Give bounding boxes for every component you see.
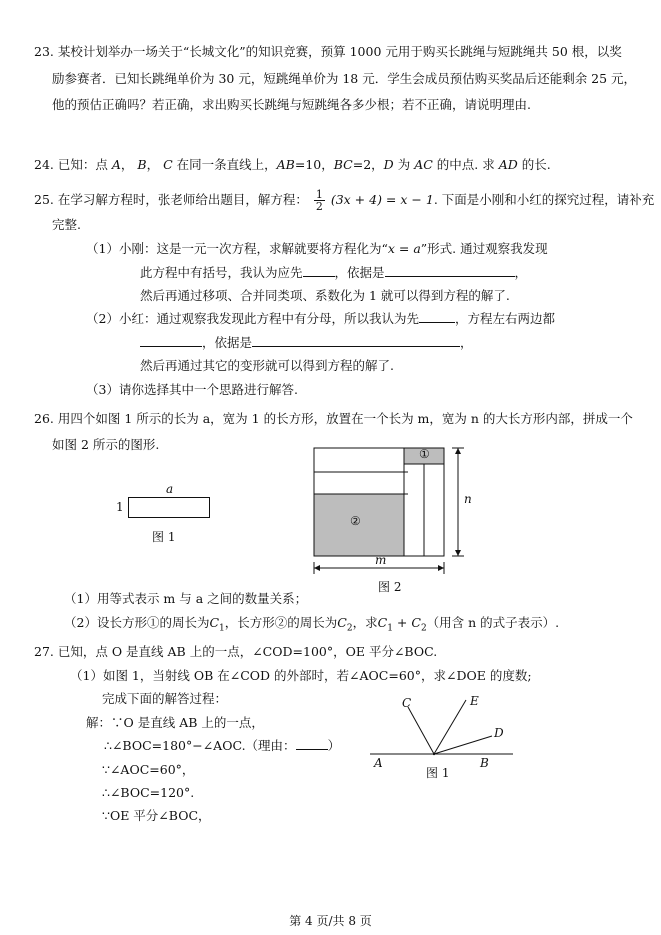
q26-line1: 26. 用四个如图 1 所示的长为 a，宽为 1 的长方形，放置在一个长为 m，宽为 n 的大长方形内部，拼成一个: [34, 411, 633, 426]
q25-p2-line1: （2）小红：通过观察我发现此方程中有分母，所以我认为先 ，方程左右两边都: [86, 311, 555, 326]
page-footer: 第 4 页/共 8 页: [289, 914, 372, 928]
q25-p1-line1: （1）小刚：这是一元一次方程，求解就要将方程化为“x = a”形式. 通过观察我发现: [86, 241, 548, 256]
q23-line1: 23. 某校计划举办一场关于“长城文化”的知识竞赛，预算 1000 元用于购买长跳绳与短跳绳共 50 根，以奖: [34, 44, 622, 59]
fig1-caption: 图 1: [152, 530, 176, 544]
q27-step4: ∴∠BOC=120°.: [102, 785, 195, 800]
q26-sub2: （2）设长方形①的周长为$C_1$，长方形②的周长为$C_2$，求$C_1 + C_2$（用含 n 的式子表示）.: [64, 615, 560, 634]
q25-p1-line2: 此方程中有括号，我认为应先 ，依据是 ，: [140, 265, 528, 280]
answer-blank[interactable]: [140, 334, 202, 347]
fig2-label-circle-1: ①: [419, 447, 430, 461]
answer-blank[interactable]: [252, 334, 460, 347]
q27-step5: ∵OE 平分∠BOC，: [102, 808, 211, 823]
answer-blank[interactable]: [385, 264, 515, 277]
q25-p2-line2: ，依据是 ，: [140, 334, 473, 352]
q27-complete: 完成下面的解答过程：: [102, 691, 228, 706]
q27-label-C: C: [402, 696, 412, 710]
q25-line2: 完整.: [52, 217, 81, 232]
fig2-caption: 图 2: [378, 580, 402, 594]
q27-step2: ∴∠BOC=180°−∠AOC.（理由： ）: [104, 738, 341, 753]
q26-sub1: （1）用等式表示 m 与 a 之间的数量关系；: [64, 591, 308, 606]
q27-label-E: E: [470, 694, 479, 708]
q27-label-D: D: [494, 726, 504, 740]
q27-label-A: A: [374, 756, 383, 770]
fig2-label-m: m: [375, 553, 387, 567]
q27-sub1: （1）如图 1，当射线 OB 在∠COD 的外部时，若∠AOC=60°，求∠DOE 的度数;: [70, 668, 532, 683]
q27-label-B: B: [480, 756, 489, 770]
q27-line1: 27. 已知，点 O 是直线 AB 上的一点，∠COD=100°，OE 平分∠BOC.: [34, 644, 438, 659]
q23-line3: 他的预估正确吗？若正确，求出购买长跳绳与短跳绳各多少根；若不正确，请说明理由.: [52, 97, 531, 112]
q25-p2-line3: 然后再通过其它的变形就可以得到方程的解了.: [140, 358, 394, 373]
fig2-diagram: [300, 440, 480, 580]
q25-p3: （3）请你选择其中一个思路进行解答.: [86, 382, 298, 397]
answer-blank[interactable]: [419, 310, 455, 323]
fig1-label-1: 1: [116, 500, 124, 514]
fig2-label-n: n: [464, 492, 472, 506]
fig1-rectangle: [128, 497, 210, 518]
q27-step1: 解：∵O 是直线 AB 上的一点，: [86, 715, 264, 730]
q27-step3: ∵∠AOC=60°，: [102, 762, 195, 777]
q26-line2: 如图 2 所示的图形.: [52, 437, 160, 452]
answer-blank[interactable]: [296, 737, 328, 750]
q25-p1-line3: 然后再通过移项、合并同类项、系数化为 1 就可以得到方程的解了.: [140, 288, 510, 303]
fig2-label-circle-2: ②: [350, 514, 361, 528]
q25-line1: 25. 在学习解方程时，张老师给出题目，解方程： $\frac{1}{2}$ (3x + 4) = x − 1. 下面是小刚和小红的探究过程，请补充: [34, 188, 655, 213]
q24-text: 24. 已知：点 A， B， C 在同一条直线上，AB=10，BC=2，D 为 AC 的中点. 求 AD 的长.: [34, 157, 551, 172]
fig1-label-a: a: [166, 482, 174, 496]
q27-caption: 图 1: [426, 766, 450, 780]
fraction-one-half: $\frac{1}{2}$: [315, 188, 323, 213]
q23-line2: 励参赛者．已知长跳绳单价为 30 元，短跳绳单价为 18 元．学生会成员预估购买奖品后还能剩余 25 元，: [52, 71, 637, 86]
answer-blank[interactable]: [303, 264, 335, 277]
